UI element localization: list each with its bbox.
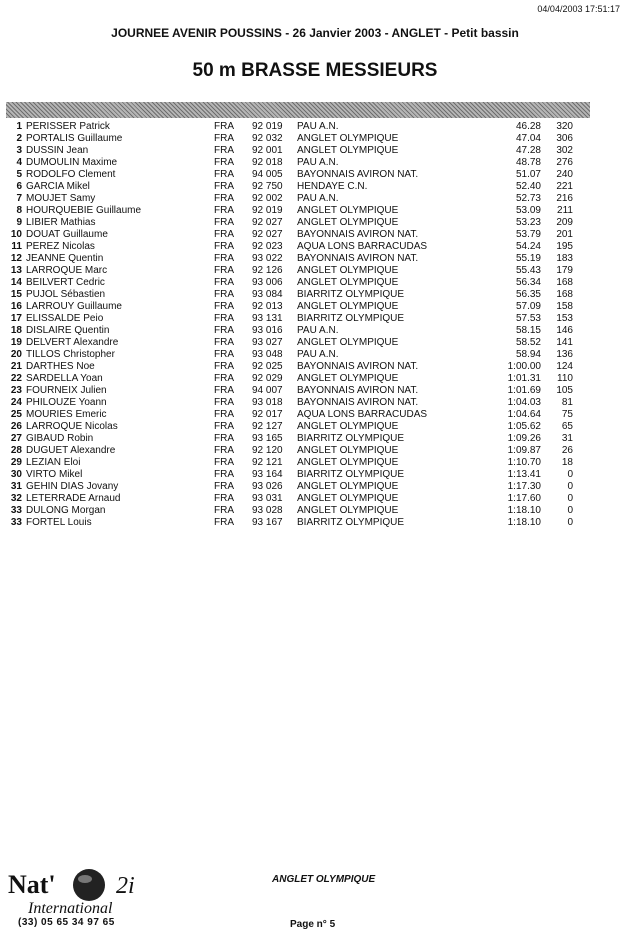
rank-cell: 5 — [16, 169, 22, 180]
points: 0 — [567, 469, 573, 480]
club-name: HENDAYE C.N. — [297, 181, 368, 192]
nationality: FRA — [214, 373, 234, 384]
swimmer-name: DUGUET Alexandre — [26, 445, 116, 456]
club-name: PAU A.N. — [297, 121, 339, 132]
club-name: BIARRITZ OLYMPIQUE — [297, 517, 405, 528]
swim-time: 1:09.87 — [507, 445, 541, 456]
swim-time: 58.52 — [515, 337, 541, 348]
license-number: 92 032 — [252, 133, 283, 144]
club-name: BIARRITZ OLYMPIQUE — [297, 469, 405, 480]
nationality: FRA — [214, 289, 234, 300]
swimmer-name: PUJOL Sébastien — [26, 289, 106, 300]
club-name: ANGLET OLYMPIQUE — [297, 145, 399, 156]
club-name: ANGLET OLYMPIQUE — [297, 457, 399, 468]
rank-cell: 23 — [10, 385, 22, 396]
rank-cell: 29 — [10, 457, 22, 468]
swimmer-name: PHILOUZE Yoann — [26, 397, 107, 408]
license-number: 92 019 — [252, 205, 283, 216]
points: 65 — [561, 421, 573, 432]
swim-time: 1:04.03 — [507, 397, 541, 408]
rank-cell: 6 — [16, 181, 22, 192]
table-row — [0, 193, 630, 205]
table-row — [0, 265, 630, 277]
points: 110 — [557, 373, 573, 384]
rank-cell: 2 — [16, 133, 22, 144]
nationality: FRA — [214, 205, 234, 216]
license-number: 92 001 — [252, 145, 283, 156]
swim-time: 46.28 — [515, 121, 541, 132]
swim-time: 51.07 — [515, 169, 541, 180]
points: 158 — [556, 301, 573, 312]
license-number: 93 084 — [252, 289, 283, 300]
table-row — [0, 433, 630, 445]
nationality: FRA — [214, 157, 234, 168]
club-name: ANGLET OLYMPIQUE — [297, 205, 399, 216]
rank-cell: 30 — [10, 469, 22, 480]
swim-time: 58.94 — [515, 349, 541, 360]
points: 179 — [556, 265, 573, 276]
club-name: ANGLET OLYMPIQUE — [297, 133, 399, 144]
license-number: 93 027 — [252, 337, 283, 348]
swimmer-name: BEILVERT Cedric — [26, 277, 105, 288]
club-name: PAU A.N. — [297, 349, 339, 360]
points: 211 — [557, 205, 573, 216]
club-name: BAYONNAIS AVIRON NAT. — [297, 361, 419, 372]
swimmer-name: PEREZ Nicolas — [26, 241, 95, 252]
license-number: 92 027 — [252, 229, 283, 240]
nationality: FRA — [214, 133, 234, 144]
table-row — [0, 361, 630, 373]
nationality: FRA — [214, 517, 234, 528]
table-row — [0, 469, 630, 481]
points: 31 — [561, 433, 573, 444]
rank-cell: 3 — [16, 145, 22, 156]
swimmer-name: RODOLFO Clement — [26, 169, 116, 180]
points: 75 — [561, 409, 573, 420]
license-number: 93 165 — [252, 433, 283, 444]
swim-time: 1:09.26 — [507, 433, 541, 444]
license-number: 92 121 — [252, 457, 283, 468]
club-name: ANGLET OLYMPIQUE — [297, 373, 399, 384]
rank-cell: 20 — [10, 349, 22, 360]
swim-time: 54.24 — [515, 241, 541, 252]
table-row — [0, 145, 630, 157]
nationality: FRA — [214, 505, 234, 516]
rank-cell: 33 — [10, 517, 22, 528]
nationality: FRA — [214, 121, 234, 132]
nationality: FRA — [214, 385, 234, 396]
logo-script: International — [28, 900, 113, 917]
swimmer-name: LARROUY Guillaume — [26, 301, 122, 312]
rank-cell: 8 — [16, 205, 22, 216]
nationality: FRA — [214, 181, 234, 192]
nationality: FRA — [214, 457, 234, 468]
swimmer-name: SARDELLA Yoan — [26, 373, 103, 384]
club-name: ANGLET OLYMPIQUE — [297, 421, 399, 432]
table-row — [0, 217, 630, 229]
points: 124 — [556, 361, 573, 372]
results-table — [0, 121, 630, 529]
swimmer-name: JEANNE Quentin — [26, 253, 104, 264]
table-row — [0, 457, 630, 469]
nationality: FRA — [214, 145, 234, 156]
nationality: FRA — [214, 493, 234, 504]
rank-cell: 13 — [10, 265, 22, 276]
table-row — [0, 301, 630, 313]
swim-time: 58.15 — [515, 325, 541, 336]
nationality: FRA — [214, 217, 234, 228]
table-row — [0, 313, 630, 325]
table-row — [0, 517, 630, 529]
points: 0 — [567, 517, 573, 528]
rank-cell: 19 — [10, 337, 22, 348]
swimmer-name: DARTHES Noe — [26, 361, 95, 372]
nationality: FRA — [214, 481, 234, 492]
rank-cell: 9 — [16, 217, 22, 228]
swimmer-name: TILLOS Christopher — [26, 349, 115, 360]
table-row — [0, 169, 630, 181]
club-name: PAU A.N. — [297, 157, 339, 168]
table-row — [0, 409, 630, 421]
nationality: FRA — [214, 421, 234, 432]
swimmer-name: LEZIAN Eloi — [26, 457, 81, 468]
club-name: ANGLET OLYMPIQUE — [297, 481, 399, 492]
club-name: ANGLET OLYMPIQUE — [297, 337, 399, 348]
table-row — [0, 349, 630, 361]
nationality: FRA — [214, 313, 234, 324]
rank-cell: 1 — [16, 121, 22, 132]
page-number: Page n° 5 — [290, 919, 336, 930]
swim-time: 1:00.00 — [507, 361, 541, 372]
table-row — [0, 493, 630, 505]
license-number: 92 017 — [252, 409, 283, 420]
swim-time: 53.09 — [515, 205, 541, 216]
points: 195 — [556, 241, 573, 252]
club-name: ANGLET OLYMPIQUE — [297, 505, 399, 516]
license-number: 93 006 — [252, 277, 283, 288]
swimmer-name: FOURNEIX Julien — [26, 385, 107, 396]
swimmer-name: LIBIER Mathias — [26, 217, 96, 228]
swim-time: 1:18.10 — [507, 505, 541, 516]
license-number: 93 164 — [252, 469, 283, 480]
club-name: AQUA LONS BARRACUDAS — [297, 241, 428, 252]
swimmer-name: DOUAT Guillaume — [26, 229, 108, 240]
rank-cell: 32 — [10, 493, 22, 504]
logo-phone: (33) 05 65 34 97 65 — [18, 917, 115, 928]
license-number: 92 027 — [252, 217, 283, 228]
table-row — [0, 205, 630, 217]
swimmer-name: DULONG Morgan — [26, 505, 106, 516]
points: 209 — [556, 217, 573, 228]
swim-time: 57.53 — [515, 313, 541, 324]
rank-cell: 10 — [10, 229, 22, 240]
swimmer-name: MOURIES Emeric — [26, 409, 107, 420]
points: 81 — [561, 397, 573, 408]
points: 0 — [567, 493, 573, 504]
swim-time: 1:04.64 — [507, 409, 541, 420]
points: 18 — [561, 457, 573, 468]
rank-cell: 21 — [10, 361, 22, 372]
table-row — [0, 289, 630, 301]
swimmer-name: GARCIA Mikel — [26, 181, 90, 192]
points: 306 — [556, 133, 573, 144]
club-name: ANGLET OLYMPIQUE — [297, 445, 399, 456]
swimmer-name: VIRTO Mikel — [26, 469, 83, 480]
license-number: 92 013 — [252, 301, 283, 312]
logo-suffix: 2i — [116, 873, 135, 899]
swim-time: 57.09 — [515, 301, 541, 312]
table-row — [0, 325, 630, 337]
nationality: FRA — [214, 265, 234, 276]
swimmer-name: DUSSIN Jean — [26, 145, 89, 156]
table-row — [0, 337, 630, 349]
nationality: FRA — [214, 433, 234, 444]
swim-time: 1:01.31 — [507, 373, 541, 384]
points: 216 — [556, 193, 573, 204]
table-row — [0, 397, 630, 409]
license-number: 92 019 — [252, 121, 283, 132]
swimmer-name: GIBAUD Robin — [26, 433, 94, 444]
license-number: 93 031 — [252, 493, 283, 504]
license-number: 93 022 — [252, 253, 283, 264]
swim-time: 1:01.69 — [507, 385, 541, 396]
table-row — [0, 445, 630, 457]
swim-time: 1:05.62 — [507, 421, 541, 432]
nationality: FRA — [214, 193, 234, 204]
rank-cell: 14 — [10, 277, 22, 288]
club-name: BAYONNAIS AVIRON NAT. — [297, 229, 419, 240]
points: 141 — [556, 337, 573, 348]
rank-cell: 16 — [10, 301, 22, 312]
rank-cell: 26 — [10, 421, 22, 432]
license-number: 92 023 — [252, 241, 283, 252]
club-name: ANGLET OLYMPIQUE — [297, 301, 399, 312]
points: 240 — [556, 169, 573, 180]
rank-cell: 33 — [10, 505, 22, 516]
swimmer-name: DELVERT Alexandre — [26, 337, 119, 348]
points: 153 — [556, 313, 573, 324]
logo-word: Nat' — [8, 870, 56, 899]
club-name: BAYONNAIS AVIRON NAT. — [297, 253, 419, 264]
nationality: FRA — [214, 361, 234, 372]
points: 0 — [567, 505, 573, 516]
table-row — [0, 373, 630, 385]
swimmer-name: PORTALIS Guillaume — [26, 133, 123, 144]
table-row — [0, 229, 630, 241]
footer-club: ANGLET OLYMPIQUE — [272, 874, 376, 885]
points: 183 — [556, 253, 573, 264]
club-name: ANGLET OLYMPIQUE — [297, 277, 399, 288]
nationality: FRA — [214, 469, 234, 480]
rank-cell: 18 — [10, 325, 22, 336]
swim-time: 53.79 — [515, 229, 541, 240]
swimmer-name: GEHIN DIAS Jovany — [26, 481, 119, 492]
license-number: 93 028 — [252, 505, 283, 516]
swim-time: 52.73 — [515, 193, 541, 204]
license-number: 92 018 — [252, 157, 283, 168]
club-name: BIARRITZ OLYMPIQUE — [297, 289, 405, 300]
license-number: 92 126 — [252, 265, 283, 276]
swimmer-name: LETERRADE Arnaud — [26, 493, 121, 504]
swim-time: 56.34 — [515, 277, 541, 288]
nationality: FRA — [214, 277, 234, 288]
points: 26 — [561, 445, 573, 456]
license-number: 94 005 — [252, 169, 283, 180]
club-name: BAYONNAIS AVIRON NAT. — [297, 385, 419, 396]
nat2i-logo — [6, 865, 166, 933]
page-title: 50 m BRASSE MESSIEURS — [192, 60, 438, 81]
license-number: 93 018 — [252, 397, 283, 408]
table-row — [0, 505, 630, 517]
swim-time: 1:18.10 — [507, 517, 541, 528]
swim-time: 1:13.41 — [507, 469, 541, 480]
points: 0 — [567, 481, 573, 492]
rank-cell: 12 — [10, 253, 22, 264]
license-number: 92 025 — [252, 361, 283, 372]
club-name: PAU A.N. — [297, 193, 339, 204]
swim-time: 52.40 — [515, 181, 541, 192]
license-number: 94 007 — [252, 385, 283, 396]
nationality: FRA — [214, 253, 234, 264]
nationality: FRA — [214, 409, 234, 420]
points: 276 — [556, 157, 573, 168]
table-row — [0, 157, 630, 169]
swim-time: 47.28 — [515, 145, 541, 156]
nationality: FRA — [214, 397, 234, 408]
rank-cell: 7 — [16, 193, 22, 204]
nationality: FRA — [214, 169, 234, 180]
table-row — [0, 481, 630, 493]
club-name: BAYONNAIS AVIRON NAT. — [297, 397, 419, 408]
club-name: PAU A.N. — [297, 325, 339, 336]
nationality: FRA — [214, 241, 234, 252]
table-row — [0, 181, 630, 193]
license-number: 92 120 — [252, 445, 283, 456]
club-name: BAYONNAIS AVIRON NAT. — [297, 169, 419, 180]
rank-cell: 27 — [10, 433, 22, 444]
swim-time: 53.23 — [515, 217, 541, 228]
rank-cell: 31 — [10, 481, 22, 492]
points: 168 — [556, 289, 573, 300]
event-heading: JOURNEE AVENIR POUSSINS - 26 Janvier 2003 - ANGLET - Petit bassin — [111, 26, 519, 40]
swim-time: 1:17.60 — [507, 493, 541, 504]
table-row — [0, 385, 630, 397]
header-banner — [6, 102, 590, 118]
points: 168 — [556, 277, 573, 288]
swim-time: 55.19 — [515, 253, 541, 264]
nationality: FRA — [214, 337, 234, 348]
swimmer-name: DUMOULIN Maxime — [26, 157, 118, 168]
points: 146 — [556, 325, 573, 336]
points: 201 — [556, 229, 573, 240]
club-name: AQUA LONS BARRACUDAS — [297, 409, 428, 420]
swimmer-name: PERISSER Patrick — [26, 121, 110, 132]
club-name: BIARRITZ OLYMPIQUE — [297, 433, 405, 444]
license-number: 93 131 — [252, 313, 283, 324]
table-row — [0, 277, 630, 289]
license-number: 93 167 — [252, 517, 283, 528]
swimmer-name: LARROQUE Nicolas — [26, 421, 118, 432]
swimmer-name: DISLAIRE Quentin — [26, 325, 110, 336]
rank-cell: 4 — [16, 157, 22, 168]
points: 221 — [556, 181, 573, 192]
globe-icon — [73, 869, 105, 901]
table-row — [0, 421, 630, 433]
points: 320 — [556, 121, 573, 132]
rank-cell: 24 — [10, 397, 22, 408]
swimmer-name: HOURQUEBIE Guillaume — [26, 205, 142, 216]
rank-cell: 11 — [11, 241, 22, 252]
swimmer-name: MOUJET Samy — [26, 193, 96, 204]
license-number: 92 029 — [252, 373, 283, 384]
license-number: 93 026 — [252, 481, 283, 492]
nationality: FRA — [214, 229, 234, 240]
table-row — [0, 133, 630, 145]
nationality: FRA — [214, 325, 234, 336]
license-number: 92 127 — [252, 421, 283, 432]
nationality: FRA — [214, 445, 234, 456]
swimmer-name: ELISSALDE Peio — [26, 313, 104, 324]
swim-time: 48.78 — [515, 157, 541, 168]
nationality: FRA — [214, 349, 234, 360]
swim-time: 55.43 — [515, 265, 541, 276]
swim-time: 56.35 — [515, 289, 541, 300]
club-name: ANGLET OLYMPIQUE — [297, 217, 399, 228]
timestamp: 04/04/2003 17:51:17 — [537, 4, 620, 14]
swimmer-name: LARROQUE Marc — [26, 265, 108, 276]
rank-cell: 17 — [10, 313, 22, 324]
license-number: 93 016 — [252, 325, 283, 336]
club-name: ANGLET OLYMPIQUE — [297, 493, 399, 504]
table-row — [0, 241, 630, 253]
table-row — [0, 253, 630, 265]
swim-time: 1:10.70 — [507, 457, 541, 468]
rank-cell: 15 — [10, 289, 22, 300]
rank-cell: 22 — [10, 373, 22, 384]
club-name: BIARRITZ OLYMPIQUE — [297, 313, 405, 324]
table-row — [0, 121, 630, 133]
points: 136 — [556, 349, 573, 360]
rank-cell: 28 — [10, 445, 22, 456]
swimmer-name: FORTEL Louis — [26, 517, 92, 528]
swim-time: 47.04 — [515, 133, 541, 144]
license-number: 93 048 — [252, 349, 283, 360]
points: 105 — [556, 385, 573, 396]
rank-cell: 25 — [10, 409, 22, 420]
swim-time: 1:17.30 — [507, 481, 541, 492]
nationality: FRA — [214, 301, 234, 312]
points: 302 — [556, 145, 573, 156]
license-number: 92 002 — [252, 193, 283, 204]
club-name: ANGLET OLYMPIQUE — [297, 265, 399, 276]
license-number: 92 750 — [252, 181, 283, 192]
